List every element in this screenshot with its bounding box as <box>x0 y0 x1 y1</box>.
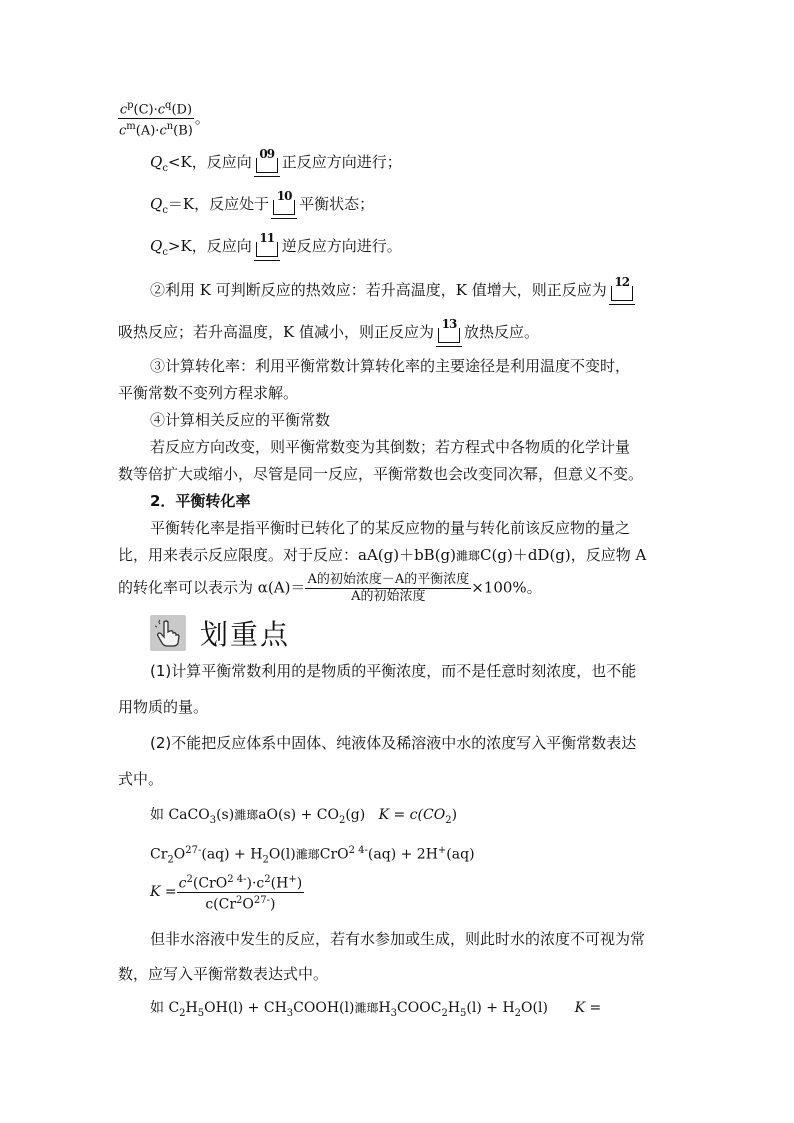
equation-caco3: 如 CaCO$_3$(s)濉瑯$aO(s) + CO_2(g)$ $K = c(CO_2)$ <box>150 807 458 826</box>
heading-text: 划重点 <box>200 618 291 651</box>
note-3-line-2: 数，应写入平衡常数表达式中。 <box>118 965 329 983</box>
note-1-line-2: 用物质的量。 <box>118 698 209 716</box>
frac-period: 。 <box>194 108 210 127</box>
para-rate-line-2: 比，用来表示反应限度。对于反应：aA(g)＋bB(g)濉瑯C(g)＋dD(g)，反应物 A <box>118 546 647 564</box>
equation-k-dichromate: K = $\frac{c^2(CrO^{2 4-})\cdot c^2(H^+)}{c(Cr^2O^{27-})}$ <box>150 874 303 913</box>
para-conversion-line-2: 平衡常数不变列方程求解。 <box>118 384 299 402</box>
k-fraction: $\frac{c^2(CrO^{2 4-})\cdot c^2(H^+)}{c(Cr^2O^{27-})}$ <box>178 874 303 913</box>
para-heat-line-2: 吸热反应；若升高温度，K 值减小，则正反应为 13 放热反应。 <box>118 322 539 344</box>
top-fraction-line <box>117 98 210 140</box>
para-rate-line-1: 平衡转化率是指平衡时已转化了的某反应物的量与转化前该反应物的量之 <box>150 519 631 537</box>
qc-line-1: $Q_c<K$，反应向 09 正反应方向进行； <box>150 152 402 179</box>
note-1-line-1: (1)计算平衡常数利用的是物质的平衡浓度，而不是任意时刻浓度，也不能 <box>150 662 637 680</box>
answer-blank-13[interactable]: 13 <box>436 322 462 344</box>
note-3-line-1: 但非水溶液中发生的反应，若有水参加或生成，则此时水的浓度不可视为常 <box>150 930 646 948</box>
equation-dichromate: $Cr_2O^{27-}(aq) + H_2O(l)$濉瑯CrO$^{2 4-}$(aq) + 2H+(aq) <box>150 845 475 866</box>
para-reverse-line-2: 数等倍扩大或缩小，尽管是同一反应，平衡常数也会改变同次幂，但意义不变。 <box>118 465 644 483</box>
para-reverse-line-1: 若反应方向改变，则平衡常数变为其倒数；若方程式中各物质的化学计量 <box>150 438 631 456</box>
key-points-heading <box>150 612 290 654</box>
answer-blank-09[interactable]: 09 <box>254 152 280 174</box>
para-heat-line-1: ②利用 K 可判断反应的热效应：若升高温度，K 值增大，则正反应为 12 <box>150 280 637 302</box>
section-2-title: 2．平衡转化率 <box>150 492 251 510</box>
answer-blank-12[interactable]: 12 <box>609 280 635 302</box>
conversion-fraction: $\frac{\text{A的初始浓度－A的平衡浓度}}{\text{A的初始浓度}}$ <box>307 572 470 604</box>
frac-den-c: c <box>119 123 127 139</box>
answer-blank-11[interactable]: 11 <box>254 236 280 258</box>
qc-line-3: $Q_c>K$，反应向 11 逆反应方向进行。 <box>150 236 402 263</box>
equation-ester: 如 $C_2H_5OH(l)$ + $CH_3COOH(l)$濉瑯$H_3COOC_2H_5(l) + H_2O(l)$ K = <box>150 1000 602 1019</box>
top-fraction: $\frac{c^p(C)\cdot c^q(D)}{c^m(A)\cdot c^n(B)}$ <box>119 100 193 139</box>
para-related-k: ④计算相关反应的平衡常数 <box>150 411 331 429</box>
para-rate-formula: 的转化率可以表示为 α(A)＝ $\frac{\text{A的初始浓度－A的平衡浓度}}{\text{A的初始浓度}}$ ×100%。 <box>118 572 542 604</box>
para-conversion-line-1: ③计算转化率：利用平衡常数计算转化率的主要途径是利用温度不变时， <box>150 357 631 375</box>
frac-num-c: c <box>119 102 128 118</box>
pointing-hand-icon <box>150 615 186 651</box>
note-2-line-2: 式中。 <box>118 770 164 788</box>
qc-line-2: $Q_c=K$，反应处于 10 平衡状态； <box>150 194 374 221</box>
note-2-line-1: (2)不能把反应体系中固体、纯液体及稀溶液中水的浓度写入平衡常数表达 <box>150 734 637 752</box>
answer-blank-10[interactable]: 10 <box>271 194 297 216</box>
